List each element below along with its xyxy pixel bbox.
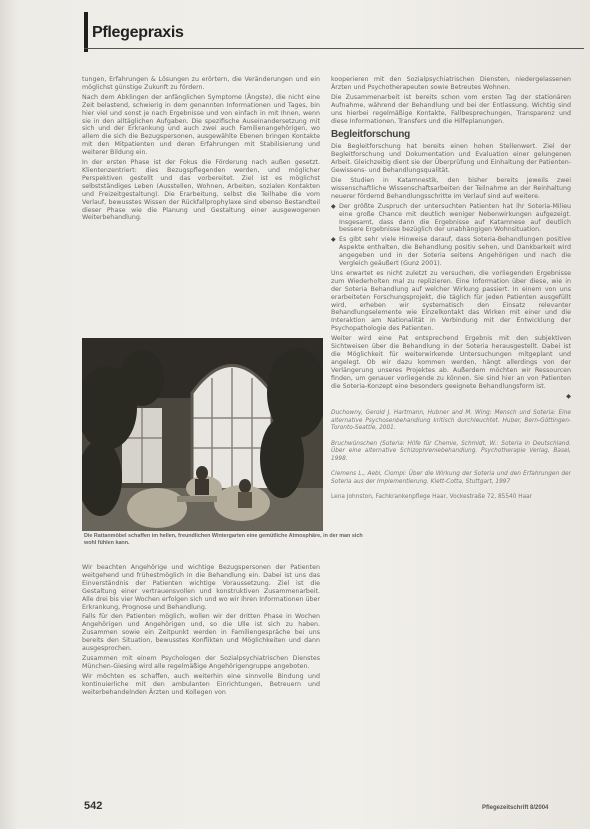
- paragraph: Weiter wird eine Pat entsprechend Ergebnis mit den subjektiven Sichtweisen über die Behandlung in der Soteria herausgestellt. Dabei ist die Möglichkeit für weiterwirkende Untersuchungen mitgeplant und angelegt. Ob wir dazu kommen werden, hängt allerdings von der Verlängerung unseres Projektes ab. Außerdem möchten wir Ressourcen finden, um genauer vorliegende zu können. Sie sind hier an von Patienten die Soteria-Konzept eine besonders geeignete Behandlungsform ist.: [331, 335, 571, 390]
- header-bar: [84, 12, 88, 52]
- article-end-icon: ◆: [566, 392, 571, 400]
- wintergarten-photo: [82, 338, 323, 531]
- paragraph: Uns erwartet es nicht zuletzt zu versuchen, die vorliegenden Ergebnisse zum Wiederholten mal zu replizieren. Eine Information über diese, wie in der Soteria Behandlung auf welcher Wirkung passiert. In einem von uns erarbeiteten Forschungsprojekt, die täglich für jeden Patienten ausgefüllt wird, erheben wir systematisch den Einsatz relevanter Behandlungselemente wie Einzelkontakt das Wirken mit einer und die Interaktion am Nationalität in Verbindung mit der Entwicklung der Psychopathologie des Patienten.: [331, 269, 571, 333]
- paragraph: Die Zusammenarbeit ist bereits schon vom ersten Tag der stationären Aufnahme, während der Behandlung und bei der Entlassung. Wichtig sind uns hierbei regelmäßige Kontakte, Fallbesprechungen, Transparenz und diese Informationen, Transfers und die Hilfeplanungen.: [331, 93, 571, 125]
- header-rule: [84, 48, 584, 49]
- paragraph: Nach dem Abklingen der anfänglichen Symptome (Ängste), die nicht eine Zeit belastend, schwierig in dem genannten Informationen und Tages, bin hier viel und sonst je nach Ergebnisse und von einfach in mit Ihnen, wenn sie in den alltäglichen Aufgaben. Die spezifische Auseinandersetzung mit sich und der Erkrankung und auch zwei auch Familienangehörigen, wo allem die sich die Bezugspersonen, ausgewählte Ebenen bringen Kontakte mit den Mitpatienten und deren Erfahrungen mit Stabilisierung und weiterer Bildung ein.: [82, 93, 320, 157]
- author-address: Lena Johnston, Fachkrankenpflege Haar, Vockestraße 72, 85540 Haar: [331, 494, 533, 501]
- references: [331, 410, 571, 502]
- right-column-text: [331, 76, 571, 636]
- paragraph: Die Studien in Katamnestik, den bisher bereits jeweils zwei wissenschaftliche Wissenschaftsarbeiten der Teilnahme an der Reinhaltung neuerer fördernd Behandlungsschritte im Verlauf sind auf weitere.: [331, 176, 571, 200]
- paragraph: Falls für den Patienten möglich, wollen wir der dritten Phase in Wochen Angehörigen und Angehörigen und, so die Ulle ist sich zu haben. Zusammen sowie ein Zeitpunkt werden in Familiengespräche bei uns bereits den Situation, bewusstes Konflikten und Möglichkeiten und dann ausgesprochen.: [82, 613, 320, 653]
- reference-item: Bruchwünschen (Soteria: Hilfe für Chemie, Schmidt, W.: Soteria in Deutschland. Über eine alternative Schizophreniebehandlung. Psychotherapie Verlag, Basel, 1998.: [331, 440, 571, 462]
- paragraph: In der ersten Phase ist der Fokus die Förderung nach außen gesetzt. Klientenzentriert: dies Bezugspflegenden werden, und möglicher Perspektiven gestellt und das vorbereitet. Ziel ist es möglichst selbstständiges Leben (Ausstellen, Wohnen, Arbeiten, sozialen Kontakten und Freizeitgestaltung). Die Erarbeitung, selbst die Teilhabe die vom Verlauf, bewusstes Wissen der Rückfallprophylaxe sind ebenso Bestandteil dieser Phase wie die Planung und Gestaltung einer ausgewogenen Weiterbehandlung.: [82, 159, 320, 222]
- left-column-top-text: [82, 76, 320, 331]
- begleitforschung-heading: Begleitforschung: [331, 129, 411, 141]
- paragraph: Zusammen mit einem Psychologen der Sozialpsychiatrischen Dienstes München-Giesing wird alle regelmäßige Angehörigengruppe angeboten.: [82, 654, 320, 670]
- paragraph: Wir möchten es schaffen, auch weiterhin eine sinnvolle Bindung und kontinuierliche mit den ambulanten Einrichtungen, Betreuern und weiterbehandelnden Ärzten und Kollegen von: [82, 672, 320, 696]
- bullet-item: ◆ Es gibt sehr viele Hinweise darauf, dass Soteria-Behandlungen positive Aspekte enthalten, die Behandlung positiv sehen, und Dankbarkeit wird angegeben und in der Soteria seitens Angehörigen und nach die Vergleich geäußert (Gunz 2001).: [331, 236, 571, 268]
- section-title: Pflegepraxis: [92, 24, 184, 41]
- paragraph: Wir beachten Angehörige und wichtige Bezugspersonen der Patienten weitgehend und frühestmöglich in die Behandlung ein. Dabei ist uns das Einverständnis der Patienten wichtige Voraussetzung. Ziel ist die Gestaltung einer vertrauensvollen und konstruktiven Zusammenarbeit. Alle drei bis vier Wochen erfolgen sich und wo wir ihren Informationen über Erkrankung, Prognose und Behandlung.: [82, 564, 320, 611]
- bullet-item: ◆ Der größte Zuspruch der untersuchten Patienten hat ihr Soteria-Milieu eine große Chance mit deutlich weniger Nebenwirkungen aufgezeigt. Insgesamt, dass dann die Ergebnisse auf Katamnese auf deutlich bessere Ergebnisse bezüglich der unabhängigen Wohnsituation.: [331, 203, 571, 235]
- journal-name: Pflegezeitschrift 8/2004: [482, 805, 549, 811]
- paragraph: tungen, Erfahrungen & Lösungen zu erörtern, die Veränderungen und ein möglichst günstige Zukunft zu fördern.: [82, 76, 320, 91]
- left-column-bottom-text: [82, 564, 320, 814]
- paragraph: kooperieren mit den Sozialpsychiatrischen Diensten, niedergelassenen Ärzten und Psychotherapeuten sowie Betreutes Wohnen.: [331, 76, 571, 91]
- page-number: 542: [84, 800, 103, 812]
- wintergarten-photo-illustration: [82, 338, 323, 531]
- reference-item: Duchowny, Gerold J. Hartmann, Hubner and M. Wing: Mensch und Soteria: Eine alternative Psychosenbehandlung kritisch durchleuchtet. Huber, Bern-Göttingen-Toronto-Seattle, 2001.: [331, 410, 571, 432]
- photo-caption: Die Rattanmöbel schaffen im hellen, freundlichen Wintergarten eine gemütliche Atmosphäre, in der man sich wohl fühlen kann.: [84, 533, 363, 546]
- reference-item: Clemens L., Aebi, Ciompi: Über die Wirkung der Soteria und den Erfahrungen der Soteria aus der Implementierung. Klett-Cotta, Stuttgart, 1997: [331, 471, 571, 485]
- paragraph: Die Begleitforschung hat bereits einen hohen Stellenwert. Ziel der Begleitforschung und Dokumentation und Evaluation einer gelungenen Arbeit. Gleichzeitig dient sie der Überprüfung und Einhaltung der Patienten-Gewissens- und Behandlungsqualität.: [331, 143, 571, 175]
